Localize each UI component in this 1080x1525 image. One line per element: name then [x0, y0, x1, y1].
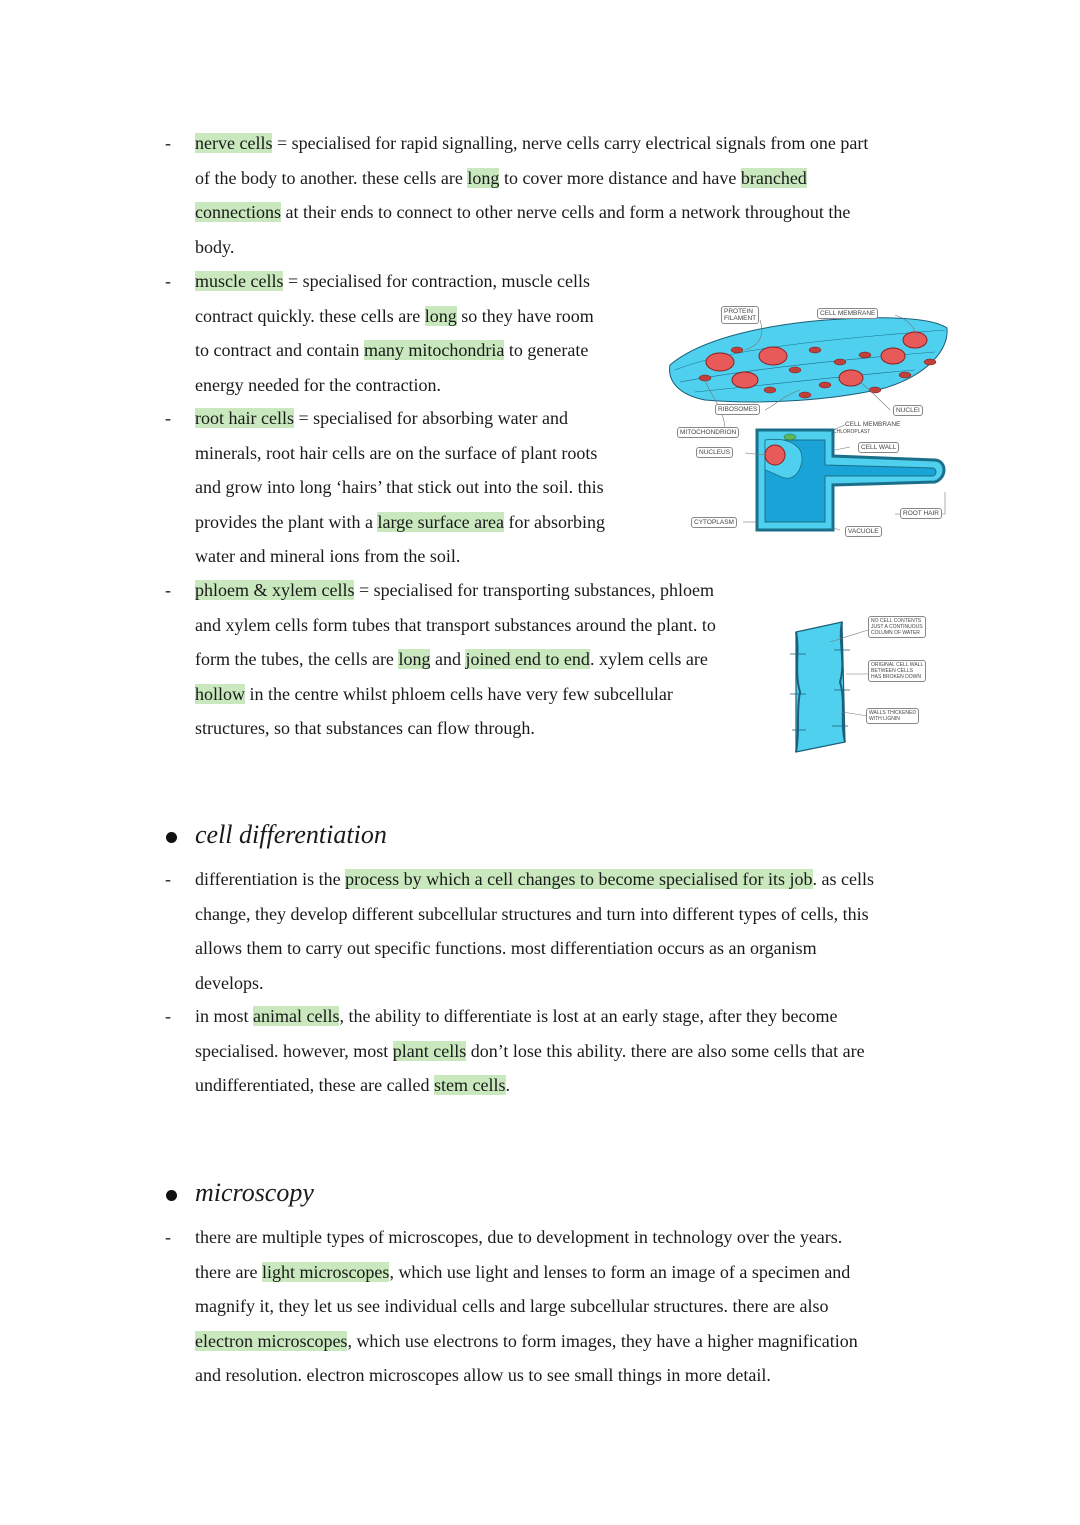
text: for absorbing — [504, 511, 606, 532]
text: . as cells — [812, 869, 874, 889]
text: and resolution. electron microscopes allow us to see small things in more detail. — [195, 1365, 771, 1385]
text: don’t lose this ability. there are also some cells that are — [466, 1040, 865, 1061]
highlight: long — [424, 305, 457, 326]
highlight: large surface area — [377, 511, 505, 532]
bullet-dot — [166, 832, 177, 843]
label-mitochondrion: MITOCHONDRION — [677, 427, 739, 438]
label-root-hair: ROOT HAIR — [900, 508, 942, 519]
bullet-dot — [166, 1190, 177, 1201]
list-dash: - — [165, 869, 171, 889]
text: WALLS THICKENED — [869, 710, 916, 716]
text: to generate — [504, 340, 589, 360]
text: at their ends to connect to other nerve cells and form a network throughout the — [280, 202, 851, 222]
highlight: connections — [195, 202, 281, 222]
text: ORIGINAL CELL WALL — [871, 662, 924, 668]
label-ribosomes: RIBOSOMES — [715, 404, 760, 415]
text: = specialised for absorbing water and — [293, 408, 569, 428]
list-dash: - — [165, 133, 171, 153]
text: NO CELL CONTENTS — [871, 618, 922, 624]
text: to cover more distance and have — [499, 167, 741, 188]
text: COLUMN OF WATER — [871, 630, 920, 636]
label-nucleus: NUCLEUS — [696, 447, 733, 458]
highlight: nerve cells — [195, 133, 273, 153]
text: , which use electrons to form images, they have a higher magnification — [347, 1330, 858, 1351]
text: = specialised for transporting substances, phloem — [354, 580, 715, 600]
label-no-cell-contents — [868, 616, 926, 638]
highlight: process by which a cell changes to become specialised for its job — [345, 869, 813, 889]
text: of the body to another. these cells are — [195, 167, 468, 188]
text: minerals, root hair cells are on the surface of plant roots — [195, 442, 598, 463]
label-cytoplasm: CYTOPLASM — [691, 517, 737, 528]
highlight: branched — [740, 167, 807, 188]
text: in the centre whilst phloem cells have very few subcellular — [245, 683, 673, 704]
text: contract quickly. these cells are — [195, 305, 425, 326]
label-cell-wall: CELL WALL — [858, 442, 899, 453]
text: there are multiple types of microscopes, due to development in technology over the years. — [195, 1227, 843, 1247]
text: . xylem cells are — [589, 649, 708, 669]
text: allows them to carry out specific functions. most differentiation occurs as an organism — [195, 938, 817, 958]
text: water and mineral ions from the soil. — [195, 546, 461, 566]
section-heading-differentiation: cell differentiation — [195, 820, 387, 849]
highlight: long — [467, 167, 500, 188]
differentiation-paragraph-1 — [195, 862, 975, 1000]
muscle-root-hair-diagram — [665, 300, 955, 545]
text: differentiation is the — [195, 869, 346, 889]
text: and grow into long ‘hairs’ that stick out into the soil. this — [195, 477, 604, 497]
text: structures, so that substances can flow through. — [195, 718, 535, 738]
text: and xylem cells form tubes that transport substances around the plant. to — [195, 614, 716, 635]
label-cell-membrane: CELL MEMBRANE — [845, 421, 901, 428]
highlight: muscle cells — [195, 271, 284, 291]
label-vacuole: VACUOLE — [845, 526, 882, 537]
label-original-cell-wall — [868, 660, 926, 682]
microscopy-paragraph — [195, 1220, 975, 1393]
label-cell-membrane-top: CELL MEMBRANE — [817, 308, 878, 319]
text: so they have room — [456, 305, 594, 326]
highlight: hollow — [195, 683, 246, 704]
text: provides the plant with a — [195, 511, 378, 532]
text: there are — [195, 1261, 262, 1282]
list-dash: - — [165, 1227, 171, 1247]
text: change, they develop different subcellular structures and turn into different types of cells, this — [195, 903, 869, 924]
muscle-cells-paragraph — [195, 264, 665, 402]
text: develops. — [195, 972, 264, 993]
highlight: animal cells — [253, 1006, 340, 1026]
text: FILAMENT — [724, 315, 757, 322]
text: JUST A CONTINUOUS — [871, 624, 923, 630]
text: BETWEEN CELLS — [871, 668, 913, 674]
section-heading-microscopy: microscopy — [195, 1178, 314, 1207]
highlight: phloem & xylem cells — [195, 580, 355, 600]
highlight: light microscopes — [261, 1261, 390, 1282]
label-protein-filament — [721, 306, 759, 324]
text: and — [430, 649, 466, 669]
text: specialised. however, most — [195, 1040, 393, 1061]
text: = specialised for contraction, muscle cells — [283, 271, 591, 291]
highlight: stem cells — [434, 1075, 506, 1095]
label-walls-thickened — [866, 708, 919, 724]
highlight: electron microscopes — [195, 1330, 348, 1351]
list-dash: - — [165, 271, 171, 291]
phloem-xylem-paragraph — [195, 573, 795, 746]
text: body. — [195, 236, 235, 257]
text: magnify it, they let us see individual cells and large subcellular structures. there are also — [195, 1296, 829, 1316]
highlight: plant cells — [392, 1040, 467, 1061]
list-dash: - — [165, 1006, 171, 1026]
highlight: many mitochondria — [363, 340, 505, 360]
text: , which use light and lenses to form an image of a specimen and — [389, 1261, 851, 1282]
label-nuclei: NUCLEI — [893, 405, 923, 416]
highlight: long — [398, 649, 431, 669]
root-hair-cells-paragraph — [195, 401, 675, 574]
text: WITH LIGNIN — [869, 716, 900, 722]
nerve-cells-paragraph — [195, 126, 955, 264]
text: to contract and contain — [195, 340, 364, 360]
highlight: joined end to end — [465, 649, 590, 669]
list-dash: - — [165, 580, 171, 600]
text: PROTEIN — [724, 308, 753, 315]
text: form the tubes, the cells are — [195, 649, 399, 669]
text: undifferentiated, these are called — [195, 1075, 435, 1095]
label-chloroplast: CHLOROPLAST — [833, 429, 871, 435]
xylem-diagram — [790, 612, 950, 757]
highlight: root hair cells — [195, 408, 294, 428]
text: energy needed for the contraction. — [195, 374, 442, 395]
text: , the ability to differentiate is lost at an early stage, after they become — [339, 1006, 838, 1026]
text: HAS BROKEN DOWN — [871, 674, 922, 680]
differentiation-paragraph-2 — [195, 999, 975, 1103]
list-dash: - — [165, 408, 171, 428]
text: = specialised for rapid signalling, nerve cells carry electrical signals from one part — [272, 133, 869, 153]
text: . — [505, 1075, 511, 1095]
text: in most — [195, 1006, 254, 1026]
